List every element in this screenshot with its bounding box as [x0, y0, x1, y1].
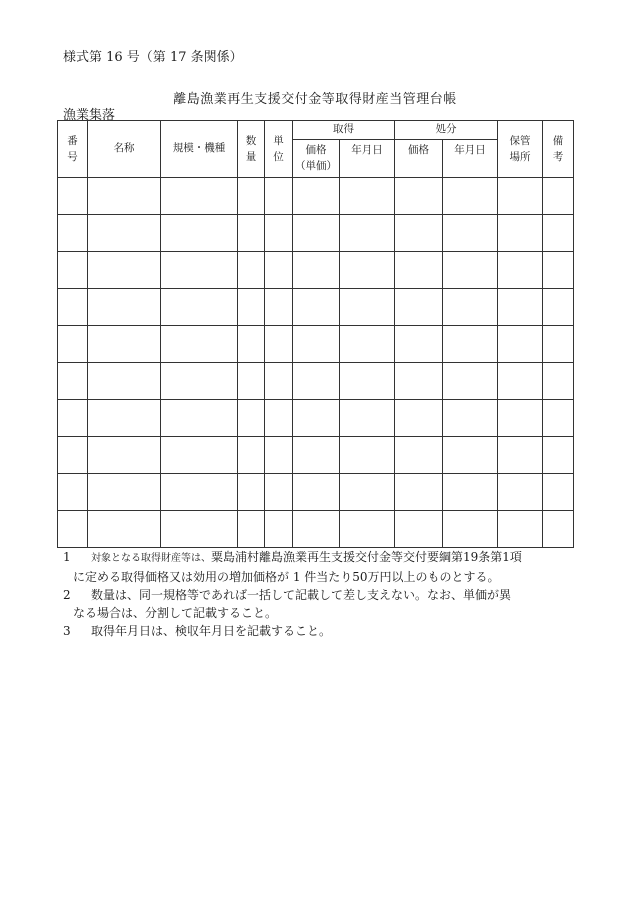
- table-cell[interactable]: [238, 326, 265, 363]
- table-row: [58, 215, 574, 252]
- table-cell[interactable]: [443, 289, 498, 326]
- table-cell[interactable]: [161, 178, 238, 215]
- header-scale-model: 規模・機種: [161, 121, 238, 178]
- table-cell[interactable]: [498, 326, 543, 363]
- table-cell[interactable]: [443, 400, 498, 437]
- table-cell[interactable]: [293, 474, 340, 511]
- table-cell[interactable]: [443, 437, 498, 474]
- table-cell[interactable]: [161, 400, 238, 437]
- table-cell[interactable]: [238, 289, 265, 326]
- table-cell[interactable]: [340, 289, 395, 326]
- table-cell[interactable]: [265, 326, 293, 363]
- table-row: [58, 326, 574, 363]
- form-number: 様式第 16 号（第 17 条関係）: [63, 50, 243, 65]
- table-cell[interactable]: [265, 437, 293, 474]
- table-cell[interactable]: [543, 215, 574, 252]
- table-cell[interactable]: [265, 474, 293, 511]
- table-cell[interactable]: [543, 363, 574, 400]
- header-number: 番号: [58, 121, 88, 178]
- table-cell[interactable]: [88, 326, 161, 363]
- table-cell[interactable]: [293, 215, 340, 252]
- table-cell[interactable]: [395, 215, 443, 252]
- table-cell[interactable]: [293, 178, 340, 215]
- table-cell[interactable]: [498, 289, 543, 326]
- header-unit: 単位: [265, 121, 293, 178]
- table-cell[interactable]: [443, 363, 498, 400]
- header-disp-price: 価格: [395, 140, 443, 178]
- table-row: [58, 437, 574, 474]
- table-cell[interactable]: [498, 252, 543, 289]
- table-cell[interactable]: [543, 511, 574, 548]
- table-cell[interactable]: [543, 289, 574, 326]
- table-cell[interactable]: [340, 326, 395, 363]
- note-2: [63, 586, 583, 604]
- table-cell[interactable]: [395, 326, 443, 363]
- village-label: 漁業集落: [63, 108, 116, 123]
- table-cell[interactable]: [265, 215, 293, 252]
- note-3-line1: 取得年月日は、検収年月日を記載すること。: [91, 624, 332, 638]
- table-cell[interactable]: [293, 511, 340, 548]
- table-cell[interactable]: [265, 511, 293, 548]
- table-row: [58, 511, 574, 548]
- table-cell[interactable]: [88, 363, 161, 400]
- table-cell[interactable]: [265, 363, 293, 400]
- table-cell[interactable]: [498, 178, 543, 215]
- table-cell[interactable]: [238, 363, 265, 400]
- table-cell[interactable]: [395, 400, 443, 437]
- table-cell[interactable]: [161, 215, 238, 252]
- table-cell[interactable]: [265, 400, 293, 437]
- note-1: [63, 548, 583, 568]
- table-cell[interactable]: [161, 252, 238, 289]
- table-cell[interactable]: [395, 511, 443, 548]
- table-row: [58, 289, 574, 326]
- table-cell[interactable]: [395, 437, 443, 474]
- table-row: [58, 474, 574, 511]
- table-cell[interactable]: [161, 363, 238, 400]
- table-cell[interactable]: [238, 474, 265, 511]
- table-cell[interactable]: [88, 215, 161, 252]
- table-row: [58, 400, 574, 437]
- table-cell[interactable]: [238, 215, 265, 252]
- table-cell[interactable]: [395, 474, 443, 511]
- table-cell[interactable]: [443, 178, 498, 215]
- table-cell[interactable]: [88, 178, 161, 215]
- table-cell[interactable]: [498, 400, 543, 437]
- table-cell[interactable]: [238, 178, 265, 215]
- header-remarks: 備考: [543, 121, 574, 178]
- table-cell[interactable]: [161, 511, 238, 548]
- table-cell[interactable]: [161, 437, 238, 474]
- header-disposal: 処分: [395, 121, 498, 140]
- table-cell[interactable]: [161, 289, 238, 326]
- table-cell[interactable]: [543, 437, 574, 474]
- table-cell[interactable]: [340, 363, 395, 400]
- table-cell[interactable]: [293, 437, 340, 474]
- table-cell[interactable]: [88, 437, 161, 474]
- table-row: [58, 363, 574, 400]
- table-cell[interactable]: [443, 252, 498, 289]
- table-cell[interactable]: [58, 178, 88, 215]
- table-cell[interactable]: [293, 252, 340, 289]
- table-cell[interactable]: [238, 400, 265, 437]
- table-cell[interactable]: [340, 178, 395, 215]
- table-cell[interactable]: [58, 400, 88, 437]
- table-cell[interactable]: [238, 437, 265, 474]
- table-cell[interactable]: [340, 252, 395, 289]
- table-cell[interactable]: [58, 511, 88, 548]
- note-3: [63, 622, 583, 640]
- table-cell[interactable]: [293, 326, 340, 363]
- table-cell[interactable]: [443, 474, 498, 511]
- table-cell[interactable]: [58, 252, 88, 289]
- note-1-lead: 対象となる取得財産等は、: [91, 553, 211, 564]
- table-cell[interactable]: [443, 326, 498, 363]
- table-cell[interactable]: [543, 400, 574, 437]
- table-cell[interactable]: [443, 215, 498, 252]
- table-cell[interactable]: [58, 437, 88, 474]
- table-cell[interactable]: [340, 511, 395, 548]
- notes: [63, 548, 583, 640]
- table-cell[interactable]: [161, 326, 238, 363]
- table-cell[interactable]: [543, 178, 574, 215]
- note-1-number: 1: [63, 550, 71, 564]
- header-disp-date: 年月日: [443, 140, 498, 178]
- note-2-continued: なる場合は、分割して記載すること。: [73, 606, 278, 620]
- header-name: 名称: [88, 121, 161, 178]
- note-1-continued: に定める取得価格又は効用の増加価格が 1 件当たり50万円以上のものとする。: [73, 570, 500, 584]
- table-cell[interactable]: [498, 511, 543, 548]
- table-cell[interactable]: [395, 363, 443, 400]
- table-cell[interactable]: [498, 474, 543, 511]
- table-cell[interactable]: [340, 437, 395, 474]
- note-2-number: 2: [63, 588, 71, 602]
- table-row: [58, 252, 574, 289]
- table-cell[interactable]: [543, 326, 574, 363]
- table-cell[interactable]: [238, 511, 265, 548]
- header-storage: 保管場所: [498, 121, 543, 178]
- table-cell[interactable]: [395, 289, 443, 326]
- table-cell[interactable]: [395, 178, 443, 215]
- document-title: 離島漁業再生支援交付金等取得財産当管理台帳: [173, 92, 457, 107]
- table-cell[interactable]: [498, 363, 543, 400]
- header-acq-price-note: （単価）: [295, 159, 337, 172]
- table-cell[interactable]: [88, 289, 161, 326]
- table-cell[interactable]: [88, 252, 161, 289]
- table-cell[interactable]: [395, 252, 443, 289]
- table-cell[interactable]: [161, 474, 238, 511]
- table-cell[interactable]: [443, 511, 498, 548]
- table-cell[interactable]: [265, 289, 293, 326]
- table-cell[interactable]: [88, 474, 161, 511]
- note-1-line1: 粟島浦村離島漁業再生支援交付金等交付要綱第19条第1項: [211, 550, 522, 564]
- table-cell[interactable]: [498, 437, 543, 474]
- asset-ledger-table: [57, 120, 574, 548]
- table-cell[interactable]: [88, 511, 161, 548]
- table-cell[interactable]: [58, 289, 88, 326]
- header-quantity: 数量: [238, 121, 265, 178]
- table-cell[interactable]: [58, 215, 88, 252]
- table-cell[interactable]: [265, 252, 293, 289]
- table-cell[interactable]: [58, 326, 88, 363]
- table-cell[interactable]: [293, 363, 340, 400]
- header-acquisition: 取得: [293, 121, 395, 140]
- table-cell[interactable]: [543, 252, 574, 289]
- table-row: [58, 178, 574, 215]
- table-cell[interactable]: [293, 289, 340, 326]
- table-cell[interactable]: [238, 252, 265, 289]
- table-cell[interactable]: [340, 215, 395, 252]
- note-3-number: 3: [63, 624, 71, 638]
- table-cell[interactable]: [58, 474, 88, 511]
- table-cell[interactable]: [265, 178, 293, 215]
- table-cell[interactable]: [88, 400, 161, 437]
- ledger-body: [58, 178, 574, 548]
- table-cell[interactable]: [543, 474, 574, 511]
- table-cell[interactable]: [58, 363, 88, 400]
- header-acq-date: 年月日: [340, 140, 395, 178]
- header-acq-price: 価格 （単価）: [293, 140, 340, 178]
- table-cell[interactable]: [293, 400, 340, 437]
- table-cell[interactable]: [498, 215, 543, 252]
- note-2-line1: 数量は、同一規格等であれば一括して記載して差し支えない。なお、単価が異: [91, 588, 512, 602]
- table-cell[interactable]: [340, 474, 395, 511]
- table-cell[interactable]: [340, 400, 395, 437]
